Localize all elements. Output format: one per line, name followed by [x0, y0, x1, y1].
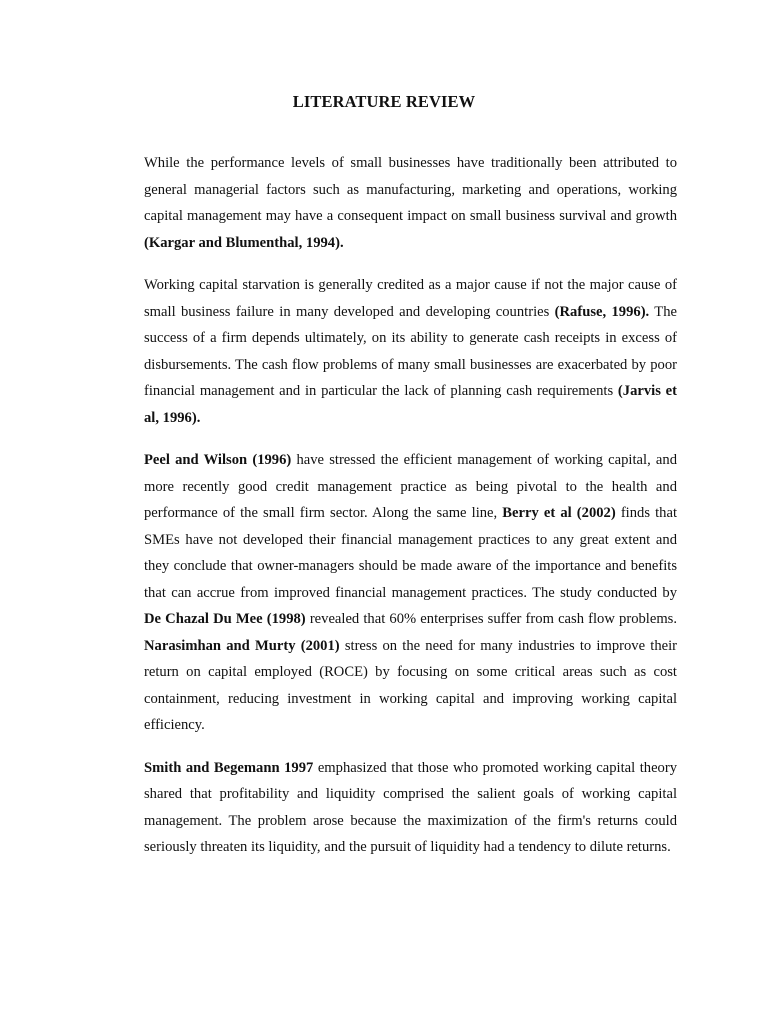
paragraph-text: stress on the need for many industries to improve their return on capital employed (ROCE) by focusing on some critical areas such as cost containment, reducing investment in working capital and improving working capital efficiency. — [144, 637, 678, 733]
document-body — [144, 150, 677, 877]
paragraph — [144, 150, 677, 256]
citation: Narasimhan and Murty (2001) — [144, 637, 340, 654]
citation: (Rafuse, 1996). — [554, 303, 650, 320]
paragraph-text: The success of a firm depends ultimately, on its ability to generate cash receipts in excess of disbursements. The cash flow problems of many small businesses are exacerbated by poor financial management and in particular the lack of planning cash requirements — [144, 303, 677, 399]
citation: (Kargar and Blumenthal, 1994). — [144, 234, 344, 251]
paragraph — [144, 447, 677, 739]
paragraph-text: While the performance levels of small businesses have traditionally been attributed to general managerial factors such as manufacturing, marketing and operations, working capital management may have a consequent impact on small business survival and growth — [144, 155, 677, 224]
paragraph — [144, 272, 677, 431]
citation: Peel and Wilson (1996) — [144, 452, 292, 468]
citation: Berry et al (2002) — [502, 505, 616, 521]
paragraph — [144, 755, 677, 861]
citation: Smith and Begemann 1997 — [144, 759, 314, 776]
citation: (Jarvis et al, 1996). — [144, 383, 677, 426]
paragraph-text: finds that SMEs have not developed their financial management practices to any great extent and they conclude that owner-managers should be made aware of the importance and benefits that can accrue from improved financial management practices. The study conducted by — [144, 505, 677, 601]
citation: De Chazal Du Mee (1998) — [144, 611, 306, 627]
page-title: LITERATURE REVIEW — [292, 92, 476, 111]
paragraph-text: have stressed the efficient management of working capital, and more recently good credit management practice as being pivotal to the health and performance of the small firm sector. Along the same line, — [144, 452, 677, 521]
paragraph-text: Working capital starvation is generally credited as a major cause if not the major cause of small business failure in many developed and developing countries — [144, 277, 677, 320]
paragraph-text: emphasized that those who promoted working capital theory shared that profitability and liquidity comprised the salient goals of working capital management. The problem arose because the maximization of the firm's returns could seriously threaten its liquidity, and the pursuit of liquidity had a tendency to dilute returns. — [144, 759, 677, 855]
paragraph-text: revealed that 60% enterprises suffer from cash flow problems. — [305, 611, 677, 627]
